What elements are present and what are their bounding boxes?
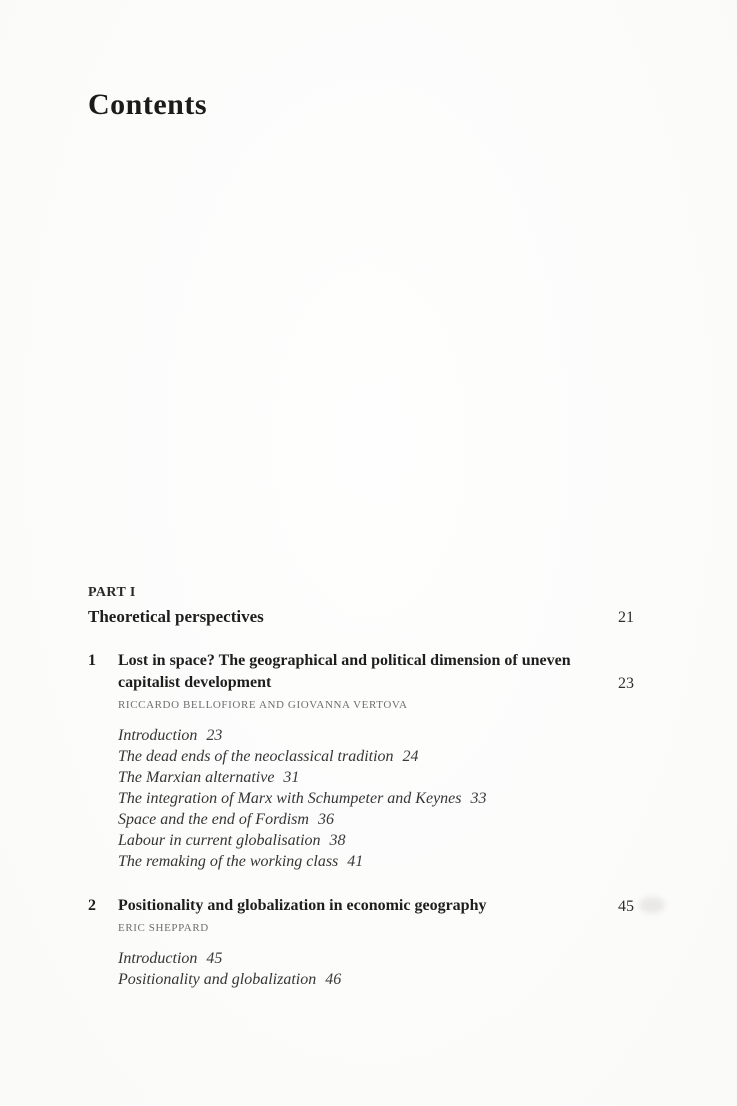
chapter-title: Lost in space? The geographical and political dimension of uneven capitalist development xyxy=(118,652,571,691)
toc-section xyxy=(118,725,634,746)
toc-section-title: Introduction xyxy=(118,950,198,967)
chapter-title: Positionality and globalization in economic geography xyxy=(118,897,487,914)
toc-part xyxy=(88,584,634,628)
toc-section-page: 46 xyxy=(325,971,342,988)
scan-artifact xyxy=(639,897,665,913)
toc-section-page: 41 xyxy=(347,853,364,870)
toc-section xyxy=(118,948,634,969)
toc-chapter-row xyxy=(88,895,634,917)
table-of-contents xyxy=(88,584,634,990)
toc-section-title: Space and the end of Fordism xyxy=(118,811,309,828)
toc-section-page: 38 xyxy=(329,832,346,849)
toc-section-page: 23 xyxy=(206,727,223,744)
toc-section-page: 36 xyxy=(317,811,334,828)
toc-section xyxy=(118,969,634,990)
chapter-number: 1 xyxy=(88,652,96,669)
toc-chapter xyxy=(88,650,634,872)
toc-section-title: The remaking of the working class xyxy=(118,853,339,870)
toc-section-page: 31 xyxy=(283,769,300,786)
toc-section-title: Introduction xyxy=(118,727,198,744)
chapter-page: 45 xyxy=(618,898,634,915)
toc-section-page: 45 xyxy=(206,950,223,967)
chapter-page: 23 xyxy=(618,675,634,692)
toc-part-page: 21 xyxy=(618,609,634,626)
toc-section xyxy=(118,851,634,872)
toc-section-title: Positionality and globalization xyxy=(118,971,317,988)
toc-section xyxy=(118,767,634,788)
toc-section xyxy=(118,788,634,809)
toc-section-title: The Marxian alternative xyxy=(118,769,275,786)
chapter-authors: RICCARDO BELLOFIORE AND GIOVANNA VERTOVA xyxy=(118,699,408,711)
toc-section-title: The dead ends of the neoclassical tradition xyxy=(118,748,394,765)
toc-section xyxy=(118,809,634,830)
toc-section xyxy=(118,830,634,851)
toc-section-title: The integration of Marx with Schumpeter and Keynes xyxy=(118,790,462,807)
chapter-sections xyxy=(118,725,634,872)
chapter-number: 2 xyxy=(88,897,96,914)
chapter-sections xyxy=(118,948,634,990)
toc-chapter-row xyxy=(88,650,634,694)
toc-part-title: Theoretical perspectives xyxy=(88,607,264,626)
toc-part-label: PART I xyxy=(88,585,136,600)
toc-section-page: 33 xyxy=(470,790,487,807)
toc-section-page: 24 xyxy=(402,748,419,765)
toc-section xyxy=(118,746,634,767)
page-title: Contents xyxy=(88,88,208,121)
toc-part-row xyxy=(88,606,634,628)
chapter-authors: ERIC SHEPPARD xyxy=(118,922,209,934)
toc-chapter xyxy=(88,895,634,990)
toc-section-title: Labour in current globalisation xyxy=(118,832,321,849)
